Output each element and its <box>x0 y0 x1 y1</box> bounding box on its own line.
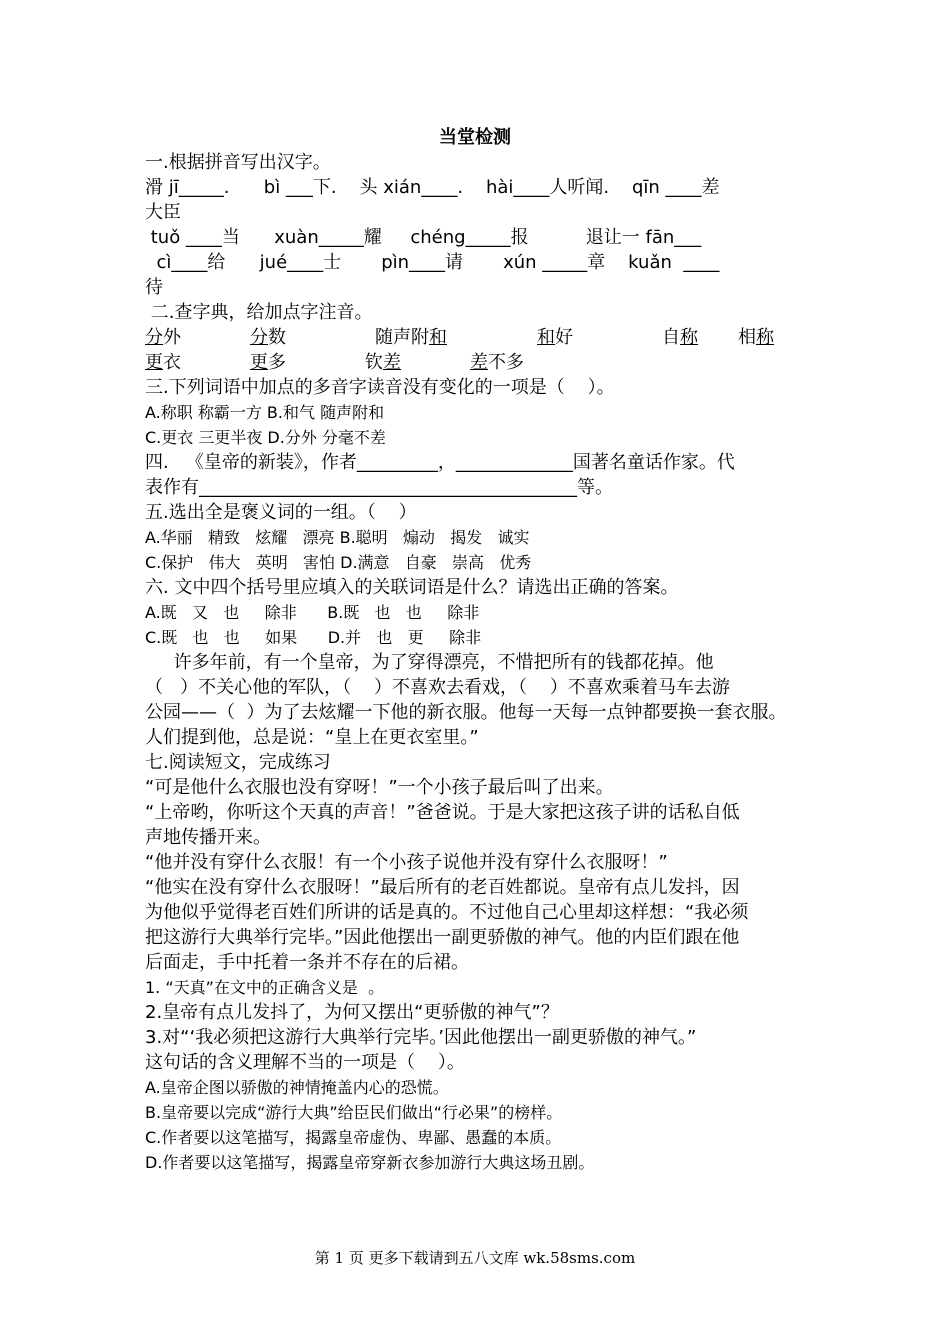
q7-question: 2.皇帝有点儿发抖了，为何又摆出“更骄傲的神气”？ <box>145 1002 559 1023</box>
q7-option: A.皇帝企图以骄傲的神情掩盖内心的恐慌。 <box>145 1078 449 1097</box>
q2-word: 自称 <box>662 327 698 348</box>
q7-question: 这句话的含义理解不当的一项是（ ）。 <box>145 1052 465 1073</box>
q1-row3-cont: 待 <box>145 277 163 298</box>
q2-word: 分外 <box>145 327 181 348</box>
q2-heading: 二.查字典，给加点字注音。 <box>145 302 373 323</box>
q1-row3: cì____给 jué____士 pìn____请 xún _____章 kuǎn ____ <box>145 252 720 273</box>
q6-options-cd: C.既 也 也 如果 D.并 也 更 除非 <box>145 628 482 647</box>
q6-passage-line: 人们提到他，总是说：“皇上在更衣室里。” <box>145 727 479 748</box>
q7-heading: 七.阅读短文，完成练习 <box>145 752 331 773</box>
q7-passage-line: “上帝哟，你听这个天真的声音！”爸爸说。于是大家把这孩子讲的话私自低 <box>145 802 740 823</box>
q5-heading: 五.选出全是褒义词的一组。（ ） <box>145 502 417 523</box>
q7-passage-line: “他并没有穿什么衣服！有一个小孩子说他并没有穿什么衣服呀！” <box>145 852 668 873</box>
q7-passage-line: “他实在没有穿什么衣服呀！”最后所有的老百姓都说。皇帝有点儿发抖，因 <box>145 877 740 898</box>
q2-word: 更衣 <box>145 352 181 373</box>
q3-options-ab: A.称职 称霸一方 B.和气 随声附和 <box>145 403 385 422</box>
q5-options-cd: C.保护 伟大 英明 害怕 D.满意 自豪 崇高 优秀 <box>145 553 532 572</box>
q7-passage-line: “可是他什么衣服也没有穿呀！”一个小孩子最后叫了出来。 <box>145 777 614 798</box>
q6-passage-line: （ ）不关心他的军队，（ ）不喜欢去看戏，（ ）不喜欢乘着马车去游 <box>145 677 730 698</box>
q7-passage-line: 为他似乎觉得老百姓们所讲的话是真的。不过他自己心里却这样想：“我必须 <box>145 902 749 923</box>
q7-option: B.皇帝要以完成“游行大典”给臣民们做出“行必果”的榜样。 <box>145 1103 563 1122</box>
q7-question: 3.对“‘我必须把这游行大典举行完毕。’因此他摆出一副更骄傲的神气。” <box>145 1027 697 1048</box>
q7-question: 1. “天真”在文中的正确含义是 。 <box>145 978 385 997</box>
page-footer: 第 1 页 更多下载请到五八文库 wk.58sms.com <box>314 1249 636 1267</box>
q1-row1-cont: 大臣 <box>145 202 181 223</box>
q2-word: 随声附和 <box>375 327 447 348</box>
q6-options-ab: A.既 又 也 除非 B.既 也 也 除非 <box>145 603 480 622</box>
q7-option: C.作者要以这笔描写，揭露皇帝虚伪、卑鄙、愚蠢的本质。 <box>145 1128 562 1147</box>
q2-word: 钦差 <box>365 352 401 373</box>
q6-passage-line: 许多年前，有一个皇帝，为了穿得漂亮，不惜把所有的钱都花掉。他 <box>145 652 714 673</box>
q3-options-cd: C.更衣 三更半夜 D.分外 分毫不差 <box>145 428 386 447</box>
q6-passage-line: 公园——（ ）为了去炫耀一下他的新衣服。他每一天每一点钟都要换一套衣服。 <box>145 702 787 723</box>
q3-heading: 三.下列词语中加点的多音字读音没有变化的一项是（ ）。 <box>145 377 615 398</box>
q1-row1: 滑 jī_____. bì ___下. 头 xián____. hài____人听闻. qīn ____差 <box>145 177 720 198</box>
q7-passage-line: 声地传播开来。 <box>145 827 271 848</box>
q7-option: D.作者要以这笔描写，揭露皇帝穿新衣参加游行大典这场丑剧。 <box>145 1153 595 1172</box>
q2-word: 和好 <box>537 327 573 348</box>
page-title: 当堂检测 <box>439 127 511 148</box>
q1-heading: 一.根据拼音写出汉字。 <box>145 152 331 173</box>
q7-passage-line: 把这游行大典举行完毕。”因此他摆出一副更骄傲的神气。他的内臣们跟在他 <box>145 927 740 948</box>
q2-word: 差不多 <box>470 352 524 373</box>
q1-row2: tuǒ ____当 xuàn_____耀 chéng_____报 退让一 fān___ <box>145 227 702 248</box>
q4-line1: 四. 《皇帝的新装》，作者_________，_____________国著名童话作家。代 <box>145 452 735 473</box>
q4-line2: 表作有__________________________________________等。 <box>145 477 613 498</box>
q6-heading: 六. 文中四个括号里应填入的关联词语是什么？请选出正确的答案。 <box>145 577 679 598</box>
q2-word: 更多 <box>250 352 286 373</box>
q2-word: 相称 <box>738 327 774 348</box>
q7-passage-line: 后面走，手中托着一条并不存在的后裙。 <box>145 952 469 973</box>
q5-options-ab: A.华丽 精致 炫耀 漂亮 B.聪明 煽动 揭发 诚实 <box>145 528 530 547</box>
q2-word: 分数 <box>250 327 286 348</box>
